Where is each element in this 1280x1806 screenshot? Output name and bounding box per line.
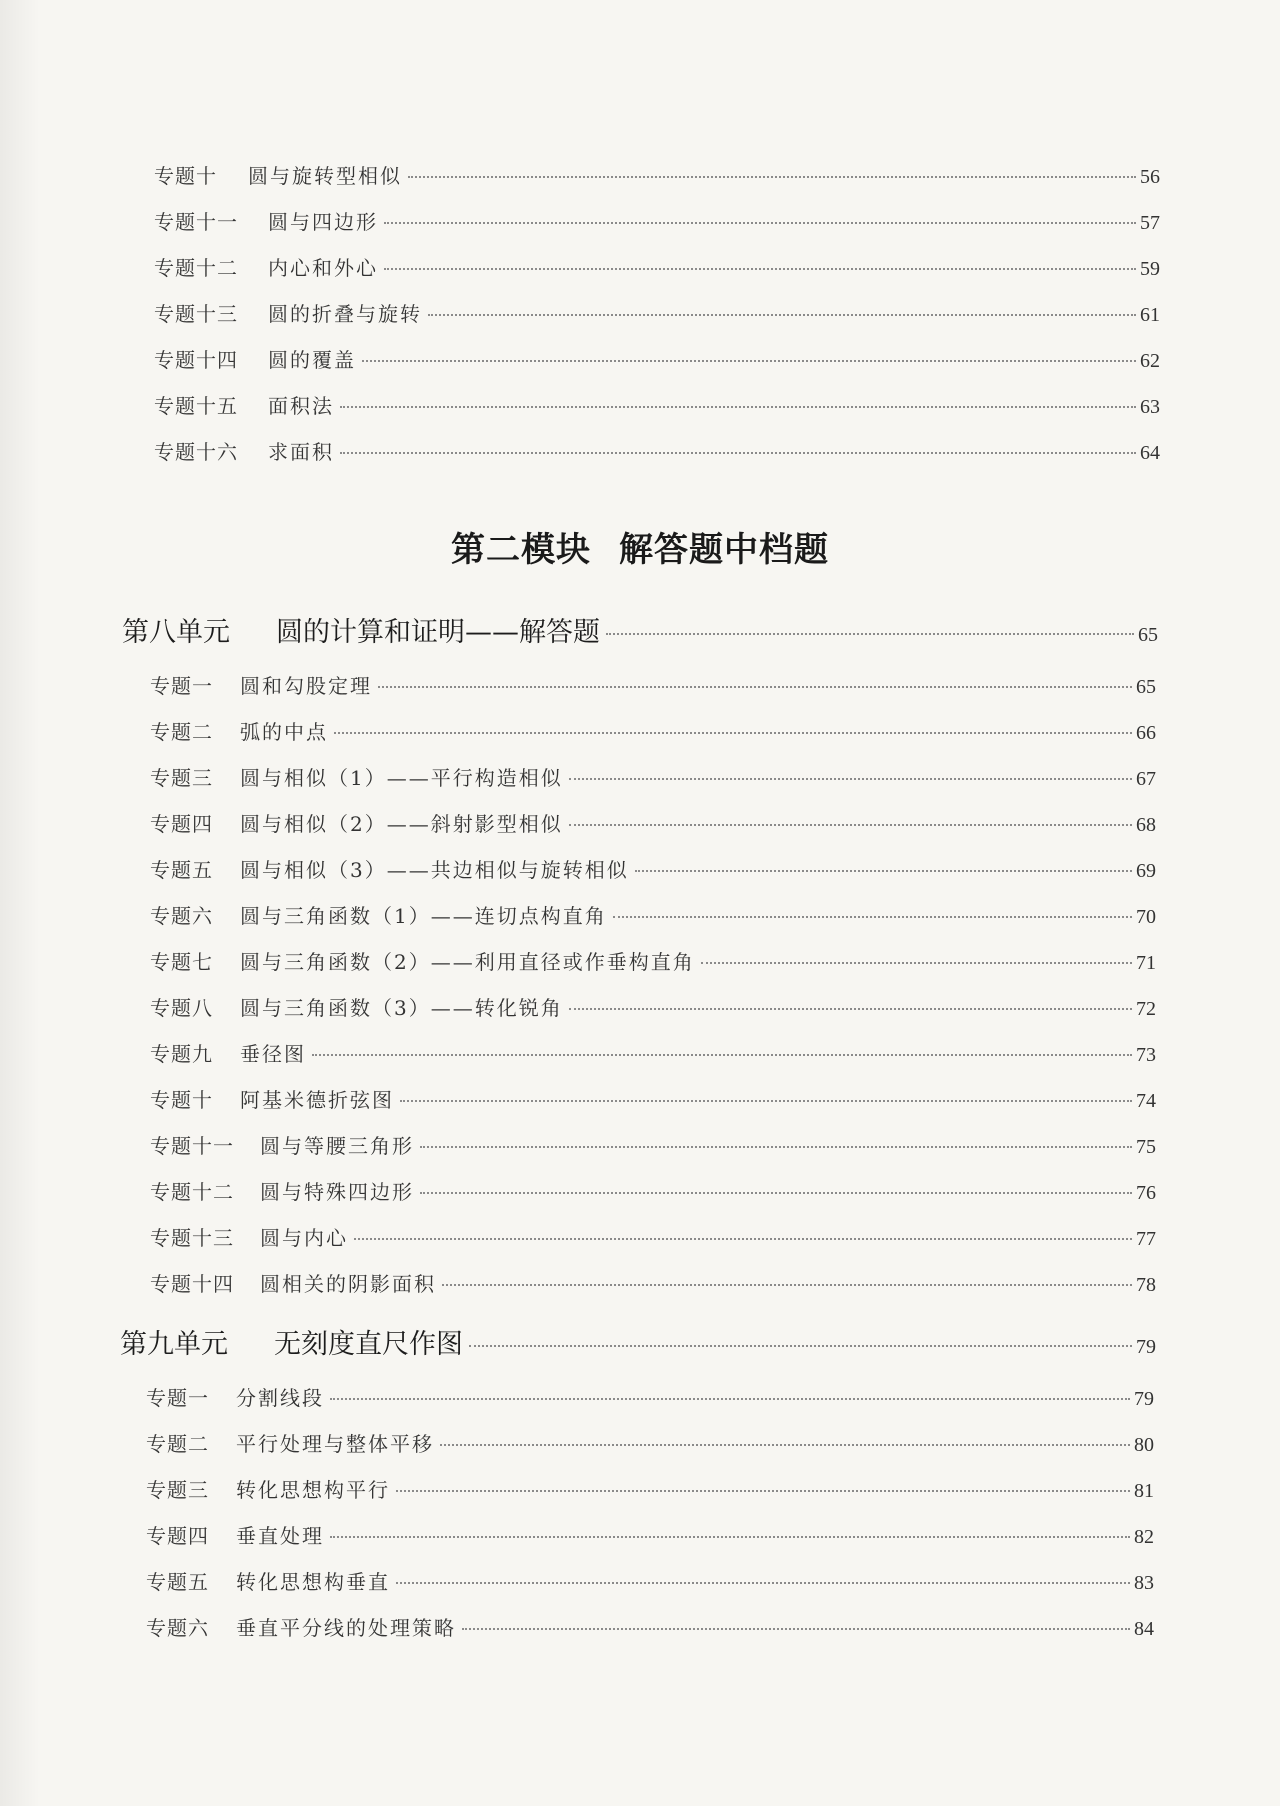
dot-leader	[384, 268, 1136, 270]
topic-title: 内心和外心	[268, 256, 378, 280]
scan-shadow	[0, 0, 40, 1806]
dot-leader	[312, 1054, 1132, 1056]
dot-leader	[330, 1398, 1130, 1400]
topic-code: 专题二	[146, 1432, 209, 1456]
module-heading	[0, 522, 1280, 571]
toc-entry[interactable]	[154, 252, 1160, 281]
topic-title: 圆的折叠与旋转	[268, 302, 422, 326]
toc-entry[interactable]	[154, 206, 1160, 235]
page-number: 56	[1140, 166, 1160, 188]
page-number: 66	[1136, 722, 1156, 744]
dot-leader	[569, 778, 1132, 780]
toc-entry[interactable]	[150, 716, 1156, 745]
topic-title: 圆和勾股定理	[240, 674, 372, 698]
page-number: 62	[1140, 350, 1160, 372]
topic-code: 专题十三	[150, 1226, 234, 1250]
page-number: 73	[1136, 1044, 1156, 1066]
topic-code: 专题七	[150, 950, 213, 974]
page-number: 82	[1134, 1526, 1154, 1548]
toc-entry[interactable]	[146, 1612, 1154, 1641]
topic-code: 专题十	[150, 1088, 213, 1112]
unit-heading[interactable]	[120, 1322, 1156, 1361]
topic-code: 专题四	[150, 812, 213, 836]
toc-entry[interactable]	[154, 160, 1160, 189]
topic-code: 专题十	[154, 164, 217, 188]
topic-title: 垂直处理	[236, 1524, 324, 1548]
page-number: 59	[1140, 258, 1160, 280]
unit-title: 圆的计算和证明——解答题	[276, 617, 600, 648]
topic-code: 专题十六	[154, 440, 238, 464]
dot-leader	[384, 222, 1136, 224]
toc-entry[interactable]	[150, 1176, 1156, 1205]
topic-title: 平行处理与整体平移	[236, 1432, 434, 1456]
topic-title: 圆与相似（1）——平行构造相似	[240, 766, 563, 790]
topic-code: 专题十五	[154, 394, 238, 418]
topic-title: 阿基米德折弦图	[240, 1088, 394, 1112]
topic-title: 面积法	[268, 394, 334, 418]
topic-code: 专题十一	[154, 210, 238, 234]
topic-code: 专题六	[146, 1616, 209, 1640]
page-number: 76	[1136, 1182, 1156, 1204]
topic-title: 圆与相似（3）——共边相似与旋转相似	[240, 858, 629, 882]
toc-entry[interactable]	[150, 1038, 1156, 1067]
topic-code: 专题十一	[150, 1134, 234, 1158]
page-number: 83	[1134, 1572, 1154, 1594]
topic-code: 专题一	[146, 1386, 209, 1410]
page-number: 67	[1136, 768, 1156, 790]
page-number: 65	[1136, 676, 1156, 698]
topic-title: 圆与三角函数（1）——连切点构直角	[240, 904, 607, 928]
topic-code: 专题一	[150, 674, 213, 698]
topic-title: 圆与旋转型相似	[248, 164, 402, 188]
toc-entry[interactable]	[150, 808, 1156, 837]
topic-code: 专题十二	[154, 256, 238, 280]
page-number: 63	[1140, 396, 1160, 418]
dot-leader	[362, 360, 1136, 362]
topic-title: 垂直平分线的处理策略	[236, 1616, 456, 1640]
dot-leader	[469, 1345, 1132, 1347]
topic-title: 圆与相似（2）——斜射影型相似	[240, 812, 563, 836]
page-number: 75	[1136, 1136, 1156, 1158]
page-number: 69	[1136, 860, 1156, 882]
topic-title: 分割线段	[236, 1386, 324, 1410]
topic-title: 圆与内心	[260, 1226, 348, 1250]
toc-entry[interactable]	[150, 670, 1156, 699]
toc-entry[interactable]	[150, 1222, 1156, 1251]
topic-title: 圆的覆盖	[268, 348, 356, 372]
topic-code: 专题二	[150, 720, 213, 744]
page-number: 74	[1136, 1090, 1156, 1112]
topic-title: 圆与三角函数（3）——转化锐角	[240, 996, 563, 1020]
topic-title: 圆与特殊四边形	[260, 1180, 414, 1204]
unit-code: 第九单元	[120, 1329, 228, 1360]
page-number: 72	[1136, 998, 1156, 1020]
topic-title: 转化思想构垂直	[236, 1570, 390, 1594]
topic-title: 圆相关的阴影面积	[260, 1272, 436, 1296]
toc-entry[interactable]	[150, 1130, 1156, 1159]
toc-entry[interactable]	[150, 762, 1156, 791]
toc-entry[interactable]	[146, 1428, 1154, 1457]
dot-leader	[440, 1444, 1130, 1446]
topic-code: 专题八	[150, 996, 213, 1020]
page-number: 84	[1134, 1618, 1154, 1640]
dot-leader	[420, 1192, 1132, 1194]
dot-leader	[396, 1582, 1130, 1584]
topic-title: 圆与等腰三角形	[260, 1134, 414, 1158]
dot-leader	[396, 1490, 1130, 1492]
page-number: 68	[1136, 814, 1156, 836]
toc-entry[interactable]	[154, 344, 1160, 373]
unit-code: 第八单元	[122, 617, 230, 648]
page-number: 79	[1134, 1388, 1154, 1410]
topic-title: 求面积	[268, 440, 334, 464]
dot-leader	[569, 1008, 1132, 1010]
topic-code: 专题五	[150, 858, 213, 882]
toc-entry[interactable]	[150, 854, 1156, 883]
toc-entry[interactable]	[150, 1268, 1156, 1297]
toc-entry[interactable]	[154, 436, 1160, 465]
unit-title: 无刻度直尺作图	[274, 1329, 463, 1360]
page-number: 57	[1140, 212, 1160, 234]
dot-leader	[354, 1238, 1132, 1240]
page-number: 81	[1134, 1480, 1154, 1502]
dot-leader	[400, 1100, 1132, 1102]
topic-code: 专题三	[146, 1478, 209, 1502]
toc-entry[interactable]	[146, 1520, 1154, 1549]
dot-leader	[334, 732, 1132, 734]
toc-entry[interactable]	[146, 1566, 1154, 1595]
page-number: 70	[1136, 906, 1156, 928]
topic-title: 圆与四边形	[268, 210, 378, 234]
toc-entry[interactable]	[150, 946, 1156, 975]
toc-entry[interactable]	[146, 1474, 1154, 1503]
toc-entry[interactable]	[146, 1382, 1154, 1411]
page-number: 64	[1140, 442, 1160, 464]
dot-leader	[408, 176, 1136, 178]
toc-entry[interactable]	[154, 298, 1160, 327]
page-number: 71	[1136, 952, 1156, 974]
topic-code: 专题十四	[150, 1272, 234, 1296]
dot-leader	[442, 1284, 1132, 1286]
dot-leader	[340, 452, 1136, 454]
topic-title: 圆与三角函数（2）——利用直径或作垂构直角	[240, 950, 695, 974]
topic-title: 弧的中点	[240, 720, 328, 744]
page-number: 78	[1136, 1274, 1156, 1296]
page-number: 80	[1134, 1434, 1154, 1456]
topic-code: 专题十二	[150, 1180, 234, 1204]
topic-code: 专题九	[150, 1042, 213, 1066]
dot-leader	[635, 870, 1132, 872]
topic-code: 专题六	[150, 904, 213, 928]
dot-leader	[606, 633, 1134, 635]
topic-code: 专题十三	[154, 302, 238, 326]
page-number: 65	[1138, 624, 1158, 646]
topic-title: 转化思想构平行	[236, 1478, 390, 1502]
dot-leader	[378, 686, 1132, 688]
dot-leader	[428, 314, 1136, 316]
topic-code: 专题五	[146, 1570, 209, 1594]
page-number: 77	[1136, 1228, 1156, 1250]
dot-leader	[701, 962, 1132, 964]
module-title: 解答题中档题	[619, 530, 829, 570]
dot-leader	[330, 1536, 1130, 1538]
topic-code: 专题四	[146, 1524, 209, 1548]
dot-leader	[613, 916, 1132, 918]
page-number: 79	[1136, 1336, 1156, 1358]
page-number: 61	[1140, 304, 1160, 326]
topic-title: 垂径图	[240, 1042, 306, 1066]
dot-leader	[462, 1628, 1130, 1630]
dot-leader	[420, 1146, 1132, 1148]
module-code: 第二模块	[451, 530, 591, 570]
unit-heading[interactable]	[122, 610, 1158, 649]
topic-code: 专题十四	[154, 348, 238, 372]
toc-entry[interactable]	[154, 390, 1160, 419]
toc-entry[interactable]	[150, 992, 1156, 1021]
toc-entry[interactable]	[150, 900, 1156, 929]
dot-leader	[569, 824, 1132, 826]
dot-leader	[340, 406, 1136, 408]
topic-code: 专题三	[150, 766, 213, 790]
toc-entry[interactable]	[150, 1084, 1156, 1113]
